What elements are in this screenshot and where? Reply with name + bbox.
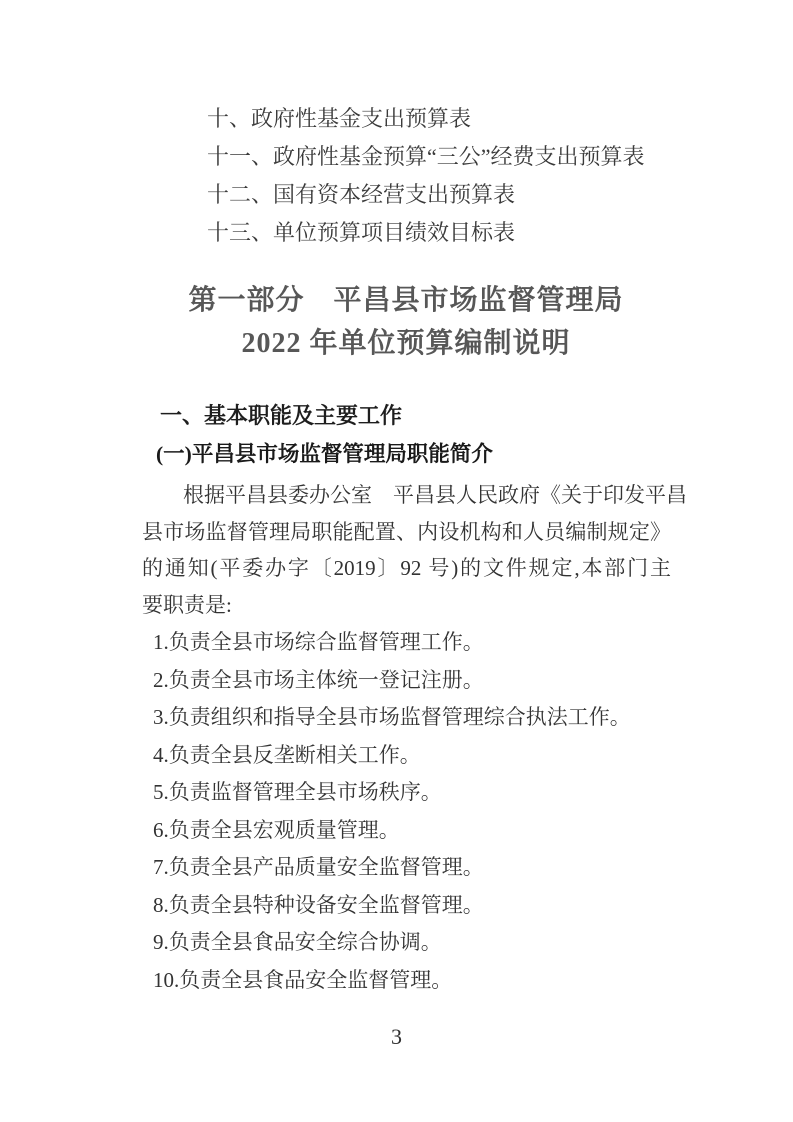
duty-item: 8.负责全县特种设备安全监督管理。 — [153, 892, 484, 917]
paragraph-line: 根据平昌县委办公室 平昌县人民政府《关于印发平昌 — [183, 483, 687, 507]
toc-item: 十一、政府性基金预算“三公”经费支出预算表 — [207, 144, 645, 169]
document-title-line2: 2022 年单位预算编制说明 — [241, 328, 571, 359]
intro-paragraph — [142, 477, 687, 623]
duty-item: 10.负责全县食品安全监督管理。 — [153, 967, 453, 992]
duties-list — [153, 624, 631, 999]
duty-item: 7.负责全县产品质量安全监督管理。 — [153, 855, 484, 879]
page-number: 3 — [391, 1024, 402, 1049]
section-subheading: (一)平昌县市场监督管理局职能简介 — [156, 442, 493, 466]
paragraph-line: 要职责是: — [142, 592, 232, 617]
duty-item: 4.负责全县反垄断相关工作。 — [153, 742, 421, 767]
paragraph-line: 县市场监督管理局职能配置、内设机构和人员编制规定》 — [142, 519, 671, 544]
duty-item: 9.负责全县食品安全综合协调。 — [153, 930, 442, 954]
document-title — [142, 279, 670, 365]
section-heading: 一、基本职能及主要工作 — [160, 403, 403, 428]
paragraph-line: 的通知(平委办字〔2019〕92 号)的文件规定,本部门主 — [142, 556, 671, 581]
toc-item: 十、政府性基金支出预算表 — [207, 106, 472, 131]
toc-item: 十三、单位预算项目绩效目标表 — [207, 220, 516, 245]
toc-item: 十二、国有资本经营支出预算表 — [207, 182, 516, 207]
duty-item: 5.负责监督管理全县市场秩序。 — [153, 780, 442, 804]
duty-item: 1.负责全县市场综合监督管理工作。 — [153, 630, 484, 654]
toc-list — [207, 100, 645, 252]
duty-item: 3.负责组织和指导全县市场监督管理综合执法工作。 — [153, 705, 631, 729]
duty-item: 6.负责全县宏观质量管理。 — [153, 817, 400, 842]
duty-item: 2.负责全县市场主体统一登记注册。 — [153, 667, 484, 692]
document-title-line1: 第一部分 平昌县市场监督管理局 — [188, 285, 624, 316]
